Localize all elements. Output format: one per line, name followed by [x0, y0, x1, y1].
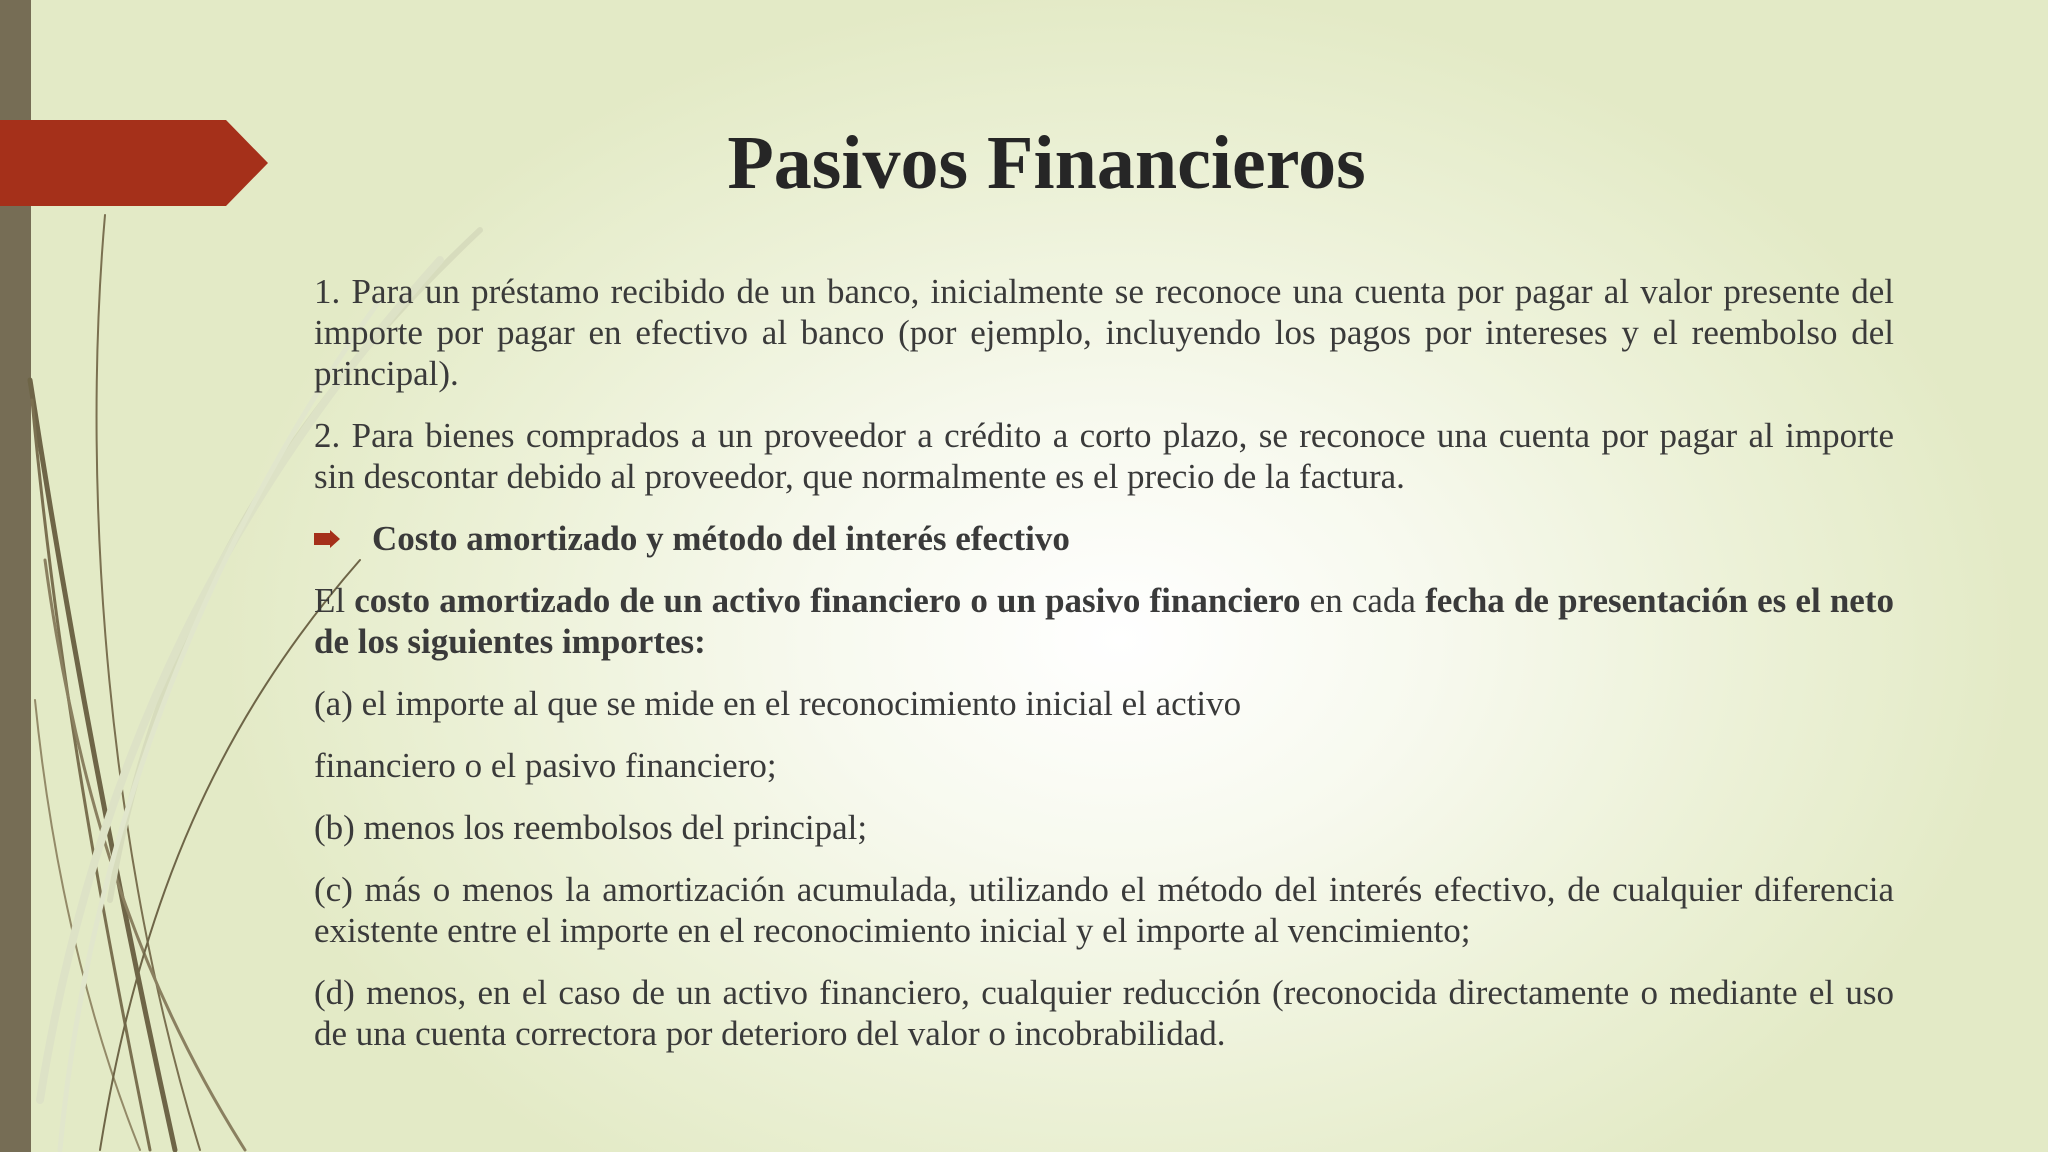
paragraph-3 [314, 580, 1894, 662]
paragraph-3-text-2: en cada [1300, 581, 1426, 620]
item-b: (b) menos los reembolsos del principal; [314, 808, 868, 847]
item-c: (c) más o menos la amortización acumulada, utilizando el método del interés efectivo, de cualquier diferencia existente entre el importe en el reconocimiento inicial y el importe al vencimiento; [314, 870, 1894, 950]
item-d: (d) menos, en el caso de un activo financiero, cualquier reducción (reconocida directamente o mediante el uso de una cuenta correctora por deterioro del valor o incobrabilidad. [314, 973, 1894, 1053]
paragraph-2: 2. Para bienes comprados a un proveedor a crédito a corto plazo, se reconoce una cuenta por pagar al importe sin descontar debido al proveedor, que normalmente es el precio de la factura. [314, 416, 1894, 496]
arrow-bullet-icon [314, 530, 372, 548]
slide-title: Pasivos Financieros [727, 121, 1366, 205]
paragraph-3-text-1: El [314, 581, 355, 620]
bullet-text: Costo amortizado y método del interés efectivo [372, 519, 1070, 558]
paragraph-1: 1. Para un préstamo recibido de un banco, inicialmente se reconoce una cuenta por pagar al valor presente del importe por pagar en efectivo al banco (por ejemplo, incluyendo los pagos por intereses y el reembolso del principal). [314, 272, 1894, 393]
title-accent-arrow [0, 120, 268, 206]
slide-content [314, 271, 1894, 1075]
item-a: (a) el importe al que se mide en el reconocimiento inicial el activo [314, 684, 1242, 723]
paragraph-3-bold-1: costo amortizado de un activo financiero o un pasivo financiero [354, 581, 1301, 620]
bullet-item [314, 518, 1894, 559]
paragraph-3-bold-2: fecha de presentación es el neto de los siguientes importes: [314, 581, 1894, 661]
item-a-continued: financiero o el pasivo financiero; [314, 746, 777, 785]
